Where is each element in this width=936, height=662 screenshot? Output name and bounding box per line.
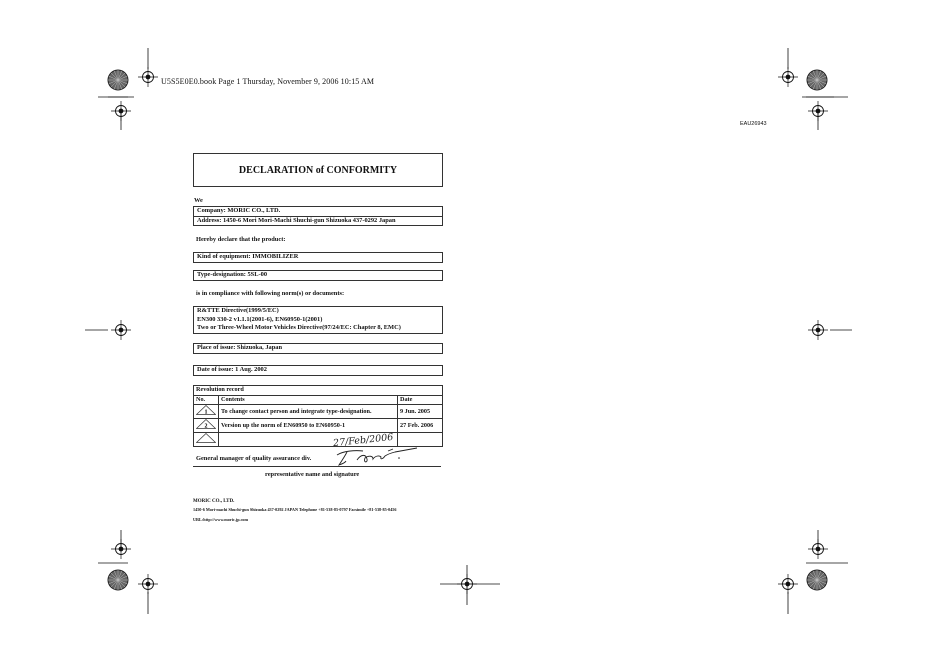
- revision-header-date: Date: [398, 395, 443, 405]
- handwritten-date: 27/Feb/2006: [332, 431, 394, 450]
- signature-caption: representative name and signature: [265, 471, 360, 478]
- document-code: EAU26943: [740, 121, 767, 127]
- book-page-header: U5S5E0E0.book Page 1 Thursday, November 9, 2006 10:15 AM: [161, 77, 375, 86]
- revision-title: Revolution record: [194, 386, 443, 396]
- revision-header-contents: Contents: [219, 395, 398, 405]
- registration-mark-icon: [111, 101, 131, 121]
- company-line: Company: MORIC CO., LTD.: [197, 207, 281, 214]
- registration-mark-icon: [111, 320, 131, 340]
- type-line: Type-designation: 5SL-00: [197, 271, 268, 278]
- revision-no: 1: [204, 409, 208, 415]
- norm-item: Two or Three-Wheel Motor Vehicles Directive(97/24/EC: Chapter 8, EMC): [197, 324, 401, 332]
- place-line: Place of issue: Shizuoka, Japan: [197, 344, 283, 351]
- norm-item: EN300 330-2 v1.1.1(2001-6), EN60950-1(2001): [197, 315, 323, 323]
- hereby-text: Hereby declare that the product:: [196, 236, 286, 243]
- norm-item: R&TTE Directive(1999/5/EC): [197, 307, 279, 314]
- registration-mark-icon: [808, 101, 828, 121]
- date-issue-line: Date of issue: 1 Aug. 2002: [197, 366, 267, 373]
- registration-mark-icon: [778, 67, 798, 87]
- registration-mark-icon: [138, 67, 158, 87]
- compliance-text: is in compliance with following norm(s) or documents:: [196, 290, 345, 297]
- revision-content: To change contact person and integrate type-designation.: [219, 405, 398, 419]
- footer-url: URL:http://www.moric.jp.com: [193, 517, 249, 522]
- color-wheel-icon: [807, 570, 827, 590]
- manager-title: General manager of quality assurance div.: [196, 455, 312, 462]
- color-wheel-icon: [108, 70, 128, 90]
- revision-date: 27 Feb. 2006: [398, 419, 443, 433]
- revision-no: 2: [204, 423, 208, 429]
- kind-line: Kind of equipment: IMMOBILIZER: [197, 253, 299, 260]
- registration-mark-icon: [778, 574, 798, 594]
- revision-content: Version up the norm of EN60950 to EN60950-1: [219, 419, 398, 433]
- footer-address: 1450-6 Mori-machi Shuchi-gun Shizuoka 437-0292 JAPAN Telephone +81-538-85-0797 Facsimile +81-538-85-0456: [193, 507, 397, 512]
- revision-header-no: No.: [194, 395, 219, 405]
- color-wheel-icon: [108, 570, 128, 590]
- footer-company: MORIC CO., LTD.: [193, 499, 235, 504]
- color-wheel-icon: [807, 70, 827, 90]
- we-label: We: [194, 197, 203, 204]
- declaration-title: DECLARATION of CONFORMITY: [193, 153, 443, 187]
- registration-mark-icon: [138, 574, 158, 594]
- registration-mark-icon: [111, 539, 131, 559]
- registration-mark-icon: [808, 539, 828, 559]
- registration-mark-icon: [808, 320, 828, 340]
- revision-date: 9 Jun. 2005: [398, 405, 443, 419]
- address-line: Address: 1450-6 Mori Mori-Machi Shuchi-gun Shizuoka 437-0292 Japan: [194, 216, 442, 226]
